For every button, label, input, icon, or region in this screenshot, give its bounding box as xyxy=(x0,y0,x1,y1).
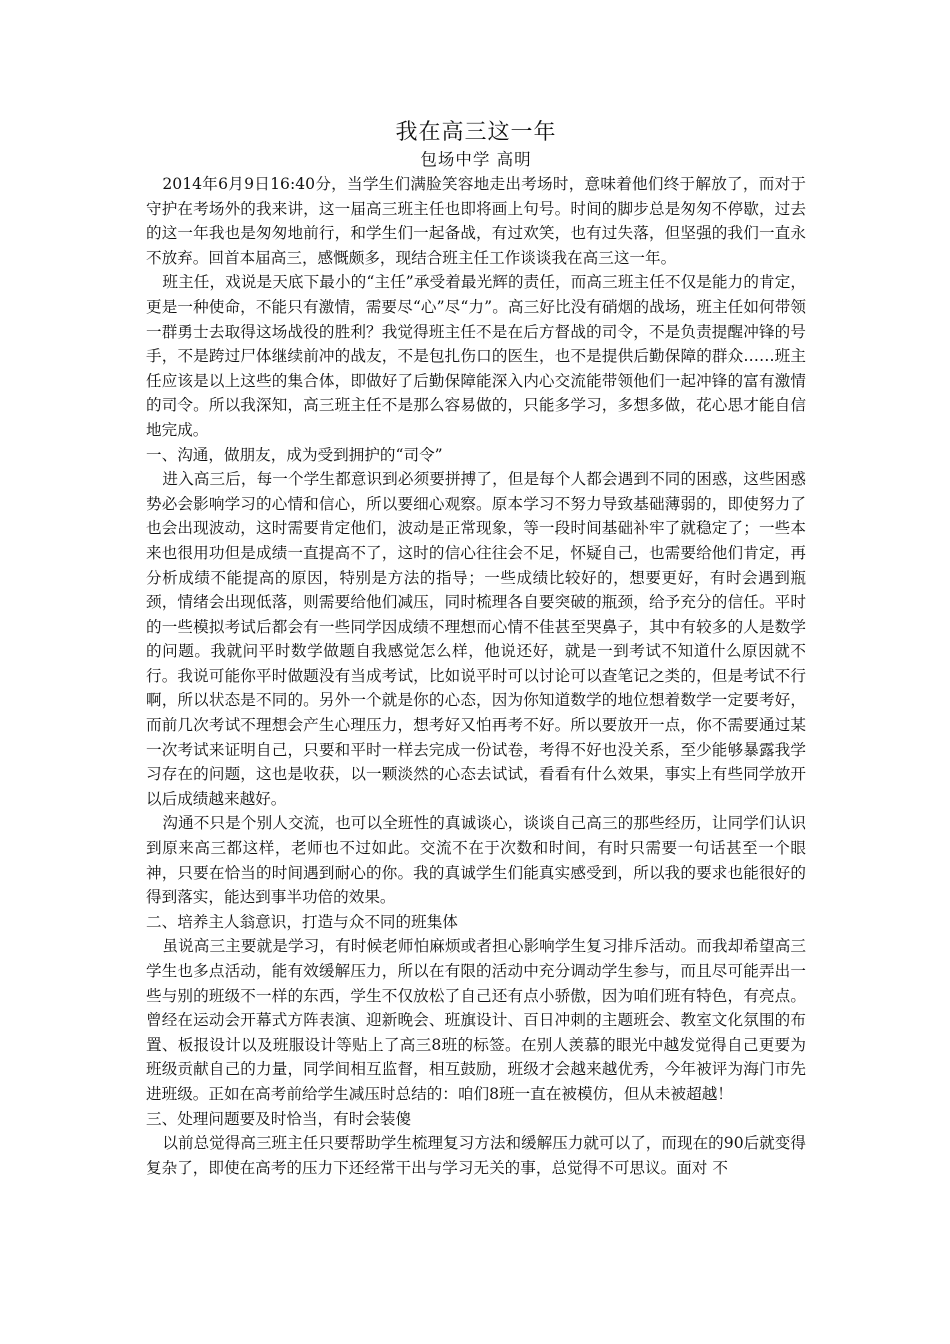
paragraph-handling-problems: 以前总觉得高三班主任只要帮助学生梳理复习方法和缓解压力就可以了，而现在的90后就变得复杂了，即使在高考的压力下还经常干出与学习无关的事，总觉得不可思议。面对 不 xyxy=(146,1134,806,1177)
section-heading-1: 一、沟通，做朋友，成为受到拥护的“司令” xyxy=(146,445,443,464)
document-page xyxy=(146,118,806,1180)
paragraph-class-activities: 虽说高三主要就是学习，有时候老师怕麻烦或者担心影响学生复习排斥活动。而我却希望高三学生也多点活动，能有效缓解压力，所以在有限的活动中充分调动学生参与，而且尽可能弄出一些与别的班级不一样的东西，学生不仅放松了自己还有点小骄傲，因为咱们班有特色，有亮点。曾经在运动会开幕式方阵表演、迎新晚会、班旗设计、百日冲刺的主题班会、教室文化氛围的布置、板报设计以及班服设计等贴上了高三8班的标签。在别人羡慕的眼光中越发觉得自己更要为班级贡献自己的力量，同学间相互监督，相互鼓励，班级才会越来越优秀，今年被评为海门市先进班级。正如在高考前给学生减压时总结的：咱们8班一直在被模仿，但从未被超越！ xyxy=(146,937,806,1103)
paragraph-head-teacher-role: 班主任，戏说是天底下最小的“主任”承受着最光辉的责任，而高三班主任不仅是能力的肯定，更是一种使命，不能只有激情，需要尽“心”尽“力”。高三好比没有硝烟的战场，班主任如何带领一群勇士去取得这场战役的胜利？我觉得班主任不是在后方督战的司令，不是负责提醒冲锋的号手，不是跨过尸体继续前冲的战友，不是包扎伤口的医生，也不是提供后勤保障的群众……班主任应该是以上这些的集合体，即做好了后勤保障能深入内心交流能带领他们一起冲锋的富有激情的司令。所以我深知，高三班主任不是那么容易做的，只能多学习，多想多做，花心思才能自信地完成。 xyxy=(146,273,806,439)
document-title: 我在高三这一年 xyxy=(395,120,557,145)
section-heading-3: 三、处理问题要及时恰当，有时会装傻 xyxy=(146,1109,412,1128)
section-heading-2: 二、培养主人翁意识，打造与众不同的班集体 xyxy=(146,912,458,931)
paragraph-heart-to-heart: 沟通不只是个别人交流，也可以全班性的真诚谈心，谈谈自己高三的那些经历，让同学们认识到原来高三都这样，老师也不过如此。交流不在于次数和时间，有时只需要一句话甚至一个眼神，只要在恰当的时间遇到耐心的你。我的真诚学生们能真实感受到，所以我的要求也能很好的得到落实，能达到事半功倍的效果。 xyxy=(146,814,806,907)
paragraph-communication: 进入高三后，每一个学生都意识到必须要拼搏了，但是每个人都会遇到不同的困惑，这些困惑势必会影响学习的心情和信心，所以要细心观察。原本学习不努力导致基础薄弱的，即使努力了也会出现波动，这时需要肯定他们，波动是正常现象，等一段时间基础补牢了就稳定了；一些本来也很用功但是成绩一直提高不了，这时的信心往往会不足，怀疑自己，也需要给他们肯定，再分析成绩不能提高的原因，特别是方法的指导；一些成绩比较好的，想要更好，有时会遇到瓶颈，情绪会出现低落，则需要给他们减压，同时梳理各自要突破的瓶颈，给予充分的信任。平时的一些模拟考试后都会有一些同学因成绩不理想而心情不佳甚至哭鼻子，其中有较多的人是数学的问题。我就问平时数学做题自我感觉怎么样，他说还好，就是一到考试不知道什么原因就不行。我说可能你平时做题没有当成考试，比如说平时可以讨论可以查笔记之类的，但是考试不行啊，所以状态是不同的。另外一个就是你的心态，因为你知道数学的地位想着数学一定要考好，而前几次考试不理想会产生心理压力，想考好又怕再考不好。所以要放开一点，你不需要通过某一次考试来证明自己，只要和平时一样去完成一份试卷，考得不好也没关系，至少能够暴露我学习存在的问题，这也是收获，以一颗淡然的心态去试试，看看有什么效果，事实上有些同学放开以后成绩越来越好。 xyxy=(146,470,806,808)
document-author: 包场中学 高明 xyxy=(420,150,532,169)
paragraph-intro: 2014年6月9日16:40分，当学生们满脸笑容地走出考场时，意味着他们终于解放了，而对于守护在考场外的我来讲，这一届高三班主任也即将画上句号。时间的脚步总是匆匆不停歇，过去的这一年我也是匆匆地前行，和学生们一起备战，有过欢笑，也有过失落，但坚强的我们一直永不放弃。回首本届高三，感慨颇多，现结合班主任工作谈谈我在高三这一年。 xyxy=(146,175,806,267)
